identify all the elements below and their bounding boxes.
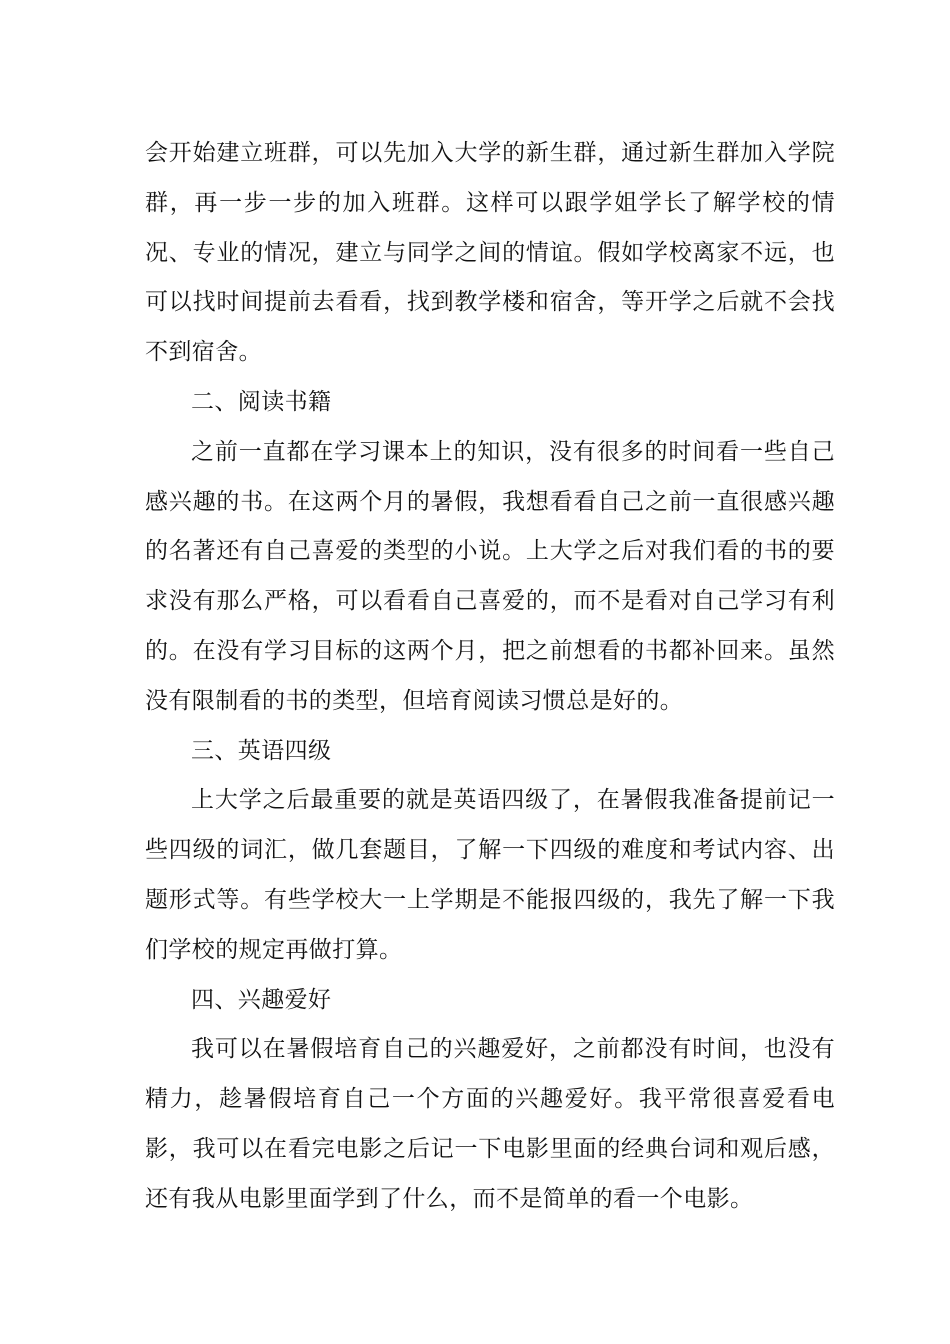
section-heading-cet4: 三、英语四级	[191, 737, 332, 764]
paragraph-cet4: 上大学之后最重要的就是英语四级了，在暑假我准备提前记一些四级的词汇，做几套题目，了解一下四级的难度和考试内容、出题形式等。有些学校大一上学期是不能报四级的，我先了解一下我们学校的规定再做打算。	[145, 787, 835, 963]
section-heading-reading: 二、阅读书籍	[191, 388, 332, 415]
paragraph-continuation: 会开始建立班群，可以先加入大学的新生群，通过新生群加入学院群，再一步一步的加入班群。这样可以跟学姐学长了解学校的情况、专业的情况，建立与同学之间的情谊。假如学校离家不远，也可以找时间提前去看看，找到教学楼和宿舍，等开学之后就不会找不到宿舍。	[145, 140, 835, 366]
paragraph-reading: 之前一直都在学习课本上的知识，没有很多的时间看一些自己感兴趣的书。在这两个月的暑假，我想看看自己之前一直很感兴趣的名著还有自己喜爱的类型的小说。上大学之后对我们看的书的要求没有那么严格，可以看看自己喜爱的，而不是看对自己学习有利的。在没有学习目标的这两个月，把之前想看的书都补回来。虽然没有限制看的书的类型，但培育阅读习惯总是好的。	[145, 438, 835, 714]
section-heading-hobbies: 四、兴趣爱好	[191, 986, 332, 1013]
paragraph-hobbies: 我可以在暑假培育自己的兴趣爱好，之前都没有时间，也没有精力，趁暑假培育自己一个方面的兴趣爱好。我平常很喜爱看电影，我可以在看完电影之后记一下电影里面的经典台词和观后感，还有我从电影里面学到了什么，而不是简单的看一个电影。	[145, 1036, 835, 1212]
document-body	[145, 129, 835, 1225]
